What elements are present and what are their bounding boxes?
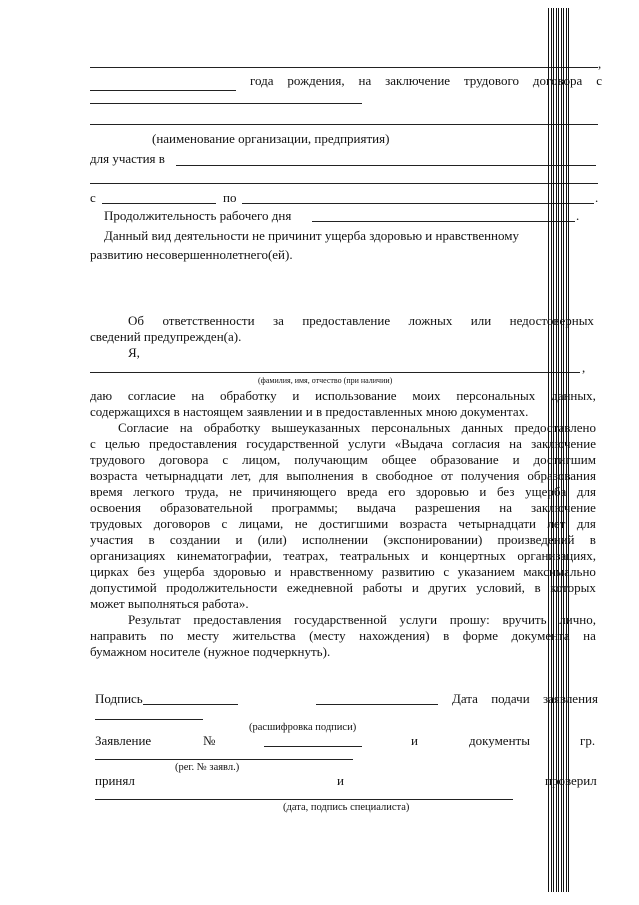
top-comma: ,: [598, 56, 602, 71]
to-blank[interactable]: [242, 203, 594, 204]
w: участия: [90, 532, 134, 547]
w: и: [274, 564, 282, 579]
w: на: [358, 73, 372, 88]
w: вручить: [502, 612, 547, 627]
w: причиняющего: [252, 484, 337, 499]
w: обработку: [219, 388, 277, 403]
w: ответственности: [162, 313, 255, 328]
w: развитию: [381, 564, 435, 579]
scan-line: [561, 8, 562, 892]
w: в: [361, 468, 368, 483]
org-caption: (наименование организации, предприятия): [152, 131, 390, 146]
w: и: [235, 532, 243, 547]
w: жительства: [232, 628, 296, 643]
birth-year-blank[interactable]: [90, 90, 236, 91]
w: цирках: [90, 564, 129, 579]
w: указанием: [457, 564, 515, 579]
accepted-label: принял: [95, 773, 135, 788]
from-blank[interactable]: [102, 203, 216, 204]
w: возраста: [90, 468, 138, 483]
w: по: [160, 628, 174, 643]
w: образования: [527, 468, 596, 483]
w: других: [428, 580, 467, 595]
w: направить: [90, 628, 147, 643]
w: на: [509, 436, 522, 451]
w: Об: [128, 313, 145, 328]
w: Результат: [128, 612, 181, 627]
participation-blank-2[interactable]: [90, 183, 598, 184]
w: с: [90, 436, 96, 451]
para-line-1: [118, 420, 596, 436]
w: без: [137, 564, 155, 579]
statement-label: Заявление: [95, 733, 152, 748]
w: время: [90, 484, 123, 499]
w: вышеуказанных: [271, 420, 361, 435]
scan-line: [558, 8, 559, 892]
para-line-5: [90, 484, 596, 500]
w: выдача: [356, 500, 396, 515]
w: заявления: [542, 691, 598, 706]
w: с: [596, 73, 602, 88]
para-line-7: [90, 516, 596, 532]
consent-line-2: содержащихся в настоящем заявлении и в предоставленных мною документах.: [90, 404, 529, 419]
w: здоровью: [213, 564, 266, 579]
w: организациях: [90, 548, 166, 563]
w: трудового: [90, 452, 146, 467]
harm-line-1: Данный вид деятельности не причинит ущерба здоровью и нравственному: [104, 228, 519, 243]
w: и: [479, 484, 487, 499]
w: использование: [315, 388, 397, 403]
w: освоения: [90, 500, 141, 515]
scan-line: [556, 8, 557, 892]
w: легкого: [133, 484, 175, 499]
w: достигшими: [318, 516, 389, 531]
para-line-3: [90, 452, 596, 468]
w: «Выдача: [394, 436, 443, 451]
w: трудовых: [90, 516, 143, 531]
w: нахождения): [359, 628, 430, 643]
org-blank-1[interactable]: [90, 103, 362, 104]
w: на: [499, 500, 513, 515]
w: согласие: [127, 388, 176, 403]
para-line-11: [90, 580, 596, 596]
w: в: [534, 580, 541, 595]
w: не: [294, 516, 308, 531]
harm-line-2: развитию несовершеннолетнего(ей).: [90, 247, 293, 262]
w: получения: [460, 468, 520, 483]
w: подачи: [491, 691, 530, 706]
w: общее: [381, 452, 417, 467]
w: концертных: [439, 548, 506, 563]
w: и: [411, 580, 419, 595]
w: работы: [362, 580, 403, 595]
statement-and: и: [411, 733, 418, 748]
w: продолжительности: [166, 580, 278, 595]
specialist-blank[interactable]: [95, 799, 513, 800]
w: ложных: [408, 313, 453, 328]
participation-blank[interactable]: [176, 165, 596, 166]
w: на: [191, 388, 205, 403]
w: на: [583, 628, 596, 643]
w: и: [292, 388, 300, 403]
w: форме: [462, 628, 498, 643]
w: его: [388, 484, 406, 499]
w: предоставления: [193, 612, 282, 627]
w: с: [221, 516, 228, 531]
w: (месту: [309, 628, 346, 643]
signature-label: Подпись: [95, 691, 143, 706]
w: исполнении: [301, 532, 369, 547]
para-last-line: может выполняться работа».: [90, 596, 249, 611]
w: предоставление: [302, 313, 391, 328]
w: согласия: [452, 436, 500, 451]
w: выполнения: [286, 468, 354, 483]
fio-blank[interactable]: [90, 372, 580, 373]
duration-label: Продолжительность рабочего дня: [104, 208, 292, 223]
w: условий,: [476, 580, 525, 595]
w: лет,: [230, 468, 252, 483]
w: разрешения: [414, 500, 481, 515]
w: заключение: [531, 436, 596, 451]
w: без: [496, 484, 515, 499]
w: получающим: [294, 452, 368, 467]
w: здоровью: [416, 484, 469, 499]
w: в: [148, 532, 155, 547]
w: прошу:: [449, 612, 490, 627]
w: предоставления: [149, 436, 238, 451]
w: или: [470, 313, 492, 328]
w: (или): [257, 532, 287, 547]
w: ежедневной: [286, 580, 353, 595]
period-dot: .: [595, 190, 599, 205]
w: организациях,: [517, 548, 596, 563]
w: театрах,: [283, 548, 329, 563]
i-label: Я,: [128, 345, 140, 360]
participation-label: для участия в: [90, 151, 165, 166]
documents-label: документы: [469, 733, 530, 748]
w: месту: [187, 628, 220, 643]
w: государственной: [294, 612, 387, 627]
to-label: по: [223, 190, 237, 205]
w: предоставлено: [514, 420, 596, 435]
w: произведений: [497, 532, 575, 547]
w: данных: [461, 420, 504, 435]
w: договоров: [153, 516, 211, 531]
w: с: [443, 564, 450, 579]
scan-line: [553, 8, 554, 892]
w: допустимой: [90, 580, 157, 595]
liability-line-2: сведений предупрежден(а).: [90, 329, 242, 344]
w: ущерба: [163, 564, 205, 579]
fio-comma: ,: [582, 360, 586, 375]
duration-dot: .: [576, 208, 580, 223]
date-blank[interactable]: [95, 719, 203, 720]
w: персональных: [456, 388, 536, 403]
w: лично,: [559, 612, 596, 627]
w: кинематографии,: [176, 548, 272, 563]
w: свободное: [375, 468, 433, 483]
w: услуги: [348, 436, 386, 451]
w: Согласие: [118, 420, 169, 435]
liability-row: [128, 313, 594, 329]
w: ущерба: [525, 484, 567, 499]
w: труда,: [185, 484, 219, 499]
w: целью: [104, 436, 140, 451]
top-line: [90, 67, 598, 68]
para-line-6: [90, 500, 596, 516]
w: четырнадцати: [458, 516, 537, 531]
w: (экспонировании): [383, 532, 483, 547]
birth-contract-row: [250, 73, 602, 89]
w: нравственному: [289, 564, 374, 579]
signature-blank[interactable]: [143, 704, 238, 705]
w: для: [259, 468, 279, 483]
w: за: [272, 313, 284, 328]
w: в: [589, 532, 596, 547]
accepted-and: и: [337, 773, 344, 788]
org-blank-2[interactable]: [90, 124, 598, 125]
scan-line: [568, 8, 569, 892]
w: не: [229, 484, 242, 499]
from-label: с: [90, 190, 96, 205]
w: на: [179, 420, 193, 435]
specialist-caption: (дата, подпись специалиста): [283, 802, 410, 813]
w: лицами,: [238, 516, 284, 531]
w: которых: [550, 580, 596, 595]
w: с: [222, 452, 229, 467]
para-line-8: [90, 532, 596, 548]
w: для: [576, 484, 596, 499]
w: создании: [169, 532, 221, 547]
w: и: [421, 548, 429, 563]
w: вреда: [346, 484, 378, 499]
w: программы;: [271, 500, 338, 515]
w: заключение: [531, 500, 596, 515]
w: государственной: [246, 436, 339, 451]
checked-label: проверил: [545, 773, 597, 788]
w: персональных: [371, 420, 451, 435]
result-line-1: [128, 612, 596, 628]
w: даю: [90, 388, 113, 403]
w: рождения,: [287, 73, 345, 88]
scan-line: [566, 8, 567, 892]
consent-row-1: [90, 388, 596, 404]
w: заключение: [385, 73, 451, 88]
reg-caption: (рег. № заявл.): [175, 762, 240, 773]
citizen-label: гр.: [580, 733, 596, 748]
w: для: [576, 516, 596, 531]
signature-decode-blank[interactable]: [316, 704, 438, 705]
citizen-blank[interactable]: [95, 759, 353, 760]
w: возраста: [399, 516, 447, 531]
w: трудового: [463, 73, 519, 88]
w: Дата: [452, 691, 478, 706]
w: театральных: [339, 548, 410, 563]
w: в: [443, 628, 450, 643]
scan-line: [563, 8, 564, 892]
w: услуги: [399, 612, 438, 627]
w: образовательной: [159, 500, 253, 515]
w: данных,: [551, 388, 596, 403]
result-line-3: бумажном носителе (нужное подчеркнуть).: [90, 644, 331, 659]
w: достигшим: [533, 452, 596, 467]
result-line-2: [90, 628, 596, 644]
para-line-2: [90, 436, 596, 452]
w: лицом,: [242, 452, 281, 467]
fio-caption: (фамилия, имя, отчество (при наличии): [258, 376, 393, 385]
w: документа: [511, 628, 570, 643]
para-line-4: [90, 468, 596, 484]
scan-line: [548, 8, 549, 892]
duration-blank[interactable]: [312, 221, 575, 222]
w: недостоверных: [509, 313, 594, 328]
w: лет: [547, 516, 566, 531]
date-row: [452, 691, 598, 707]
w: и: [512, 452, 520, 467]
para-line-10: [90, 564, 596, 580]
signature-caption: (расшифровка подписи): [249, 722, 357, 733]
w: четырнадцати: [145, 468, 223, 483]
w: года: [250, 73, 274, 88]
w: договора: [158, 452, 209, 467]
w: от: [440, 468, 453, 483]
w: договора: [532, 73, 583, 88]
scan-line: [551, 8, 552, 892]
statement-number-blank[interactable]: [264, 746, 362, 747]
w: обработку: [203, 420, 261, 435]
para-line-9: [90, 548, 596, 564]
w: образование: [430, 452, 499, 467]
number-sign: №: [203, 733, 216, 748]
w: максимально: [523, 564, 596, 579]
w: моих: [412, 388, 441, 403]
